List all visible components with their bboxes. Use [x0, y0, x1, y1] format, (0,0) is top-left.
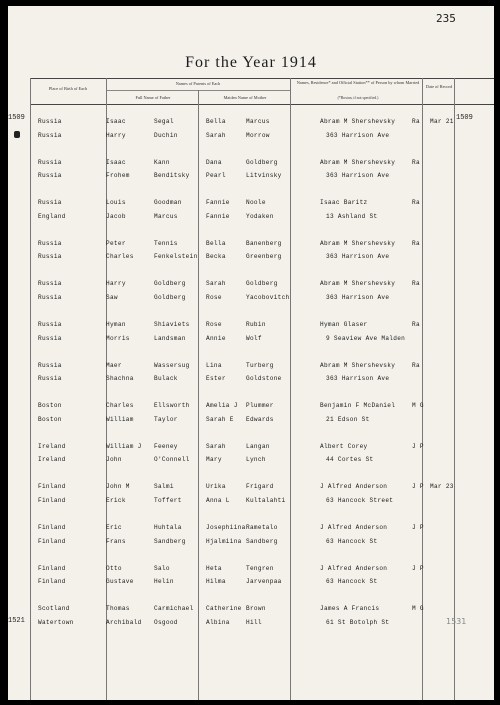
official-station-cell: J P — [412, 564, 424, 572]
father-first-name-cell: Otto — [106, 564, 122, 572]
father-surname-cell: Carmichael — [154, 605, 194, 613]
father-surname-cell: Segal — [154, 118, 174, 125]
officiant-cell: 61 St Botolph St — [326, 618, 390, 626]
officiant-cell: J Alfred Anderson — [320, 483, 388, 491]
father-surname-cell: Wassersug — [154, 361, 190, 369]
mother-surname-cell: Frigard — [246, 483, 274, 491]
official-station-cell: Ra — [412, 158, 420, 166]
ink-blot — [14, 131, 20, 138]
official-station-cell: M G — [412, 605, 424, 613]
mother-surname-cell: Kultalahti — [246, 496, 286, 504]
officiant-cell: Abram M Shershevsky — [320, 118, 396, 125]
mother-surname-cell: Goldberg — [246, 158, 278, 166]
place-of-birth-cell: Watertown — [38, 618, 74, 626]
father-surname-cell: Shiaviets — [154, 321, 190, 328]
place-of-birth-cell: Finland — [38, 496, 66, 504]
mother-surname-cell: Hill — [246, 618, 262, 626]
mother-first-name-cell: Sarah — [206, 131, 226, 139]
father-first-name-cell: Harry — [106, 131, 126, 139]
official-station-cell: Ra — [412, 239, 420, 247]
official-station-cell: Ra — [412, 321, 420, 328]
column-divider — [454, 78, 455, 700]
father-first-name-cell: Eric — [106, 524, 122, 531]
father-first-name-cell: Charles — [106, 253, 134, 261]
place-of-birth-cell: Russia — [38, 361, 62, 369]
father-surname-cell: Goldberg — [154, 280, 186, 288]
pencil-note: 1531 — [446, 617, 467, 626]
officiant-cell: 63 Hancock St — [326, 537, 378, 545]
officiant-cell: 363 Harrison Ave — [326, 293, 390, 301]
father-surname-cell: Ellsworth — [154, 402, 190, 410]
column-divider — [30, 78, 31, 700]
officiant-cell: Abram M Shershevsky — [320, 361, 396, 369]
father-surname-cell: Toffert — [154, 496, 182, 504]
officiant-cell: Hyman Glaser — [320, 321, 368, 328]
official-station-cell: Ra — [412, 118, 420, 125]
father-first-name-cell: Shachna — [106, 375, 134, 383]
official-station-cell: Ra — [412, 199, 420, 207]
father-surname-cell: Fenkelstein — [154, 253, 198, 261]
mother-surname-cell: Litvinsky — [246, 172, 282, 180]
officiant-cell: Isaac Baritz — [320, 199, 368, 207]
place-of-birth-cell: Finland — [38, 524, 66, 531]
mother-surname-cell: Rubin — [246, 321, 266, 328]
place-of-birth-cell: Russia — [38, 239, 62, 247]
mother-surname-cell: Jarvenpaa — [246, 578, 282, 586]
place-of-birth-cell: Finland — [38, 578, 66, 586]
mother-surname-cell: Yacobovitch — [246, 293, 290, 301]
date-of-record-cell: Mar 21 — [430, 118, 454, 125]
header-officiant-note: (*Boston, if not specified.) — [337, 96, 379, 100]
official-station-cell: M G — [412, 402, 424, 410]
father-first-name-cell: Harry — [106, 280, 126, 288]
father-first-name-cell: Gustave — [106, 578, 134, 586]
mother-surname-cell: Edwards — [246, 415, 274, 423]
father-surname-cell: Salo — [154, 564, 170, 572]
mother-first-name-cell: Rose — [206, 293, 222, 301]
mother-first-name-cell: Hjalmiina — [206, 537, 242, 545]
mother-surname-cell: Banenberg — [246, 239, 282, 247]
father-first-name-cell: Louis — [106, 199, 126, 207]
mother-first-name-cell: Bella — [206, 118, 226, 125]
page-number: 235 — [436, 12, 456, 25]
mother-first-name-cell: Lina — [206, 361, 222, 369]
father-first-name-cell: Frohem — [106, 172, 130, 180]
father-first-name-cell: Jacob — [106, 212, 126, 220]
page-title: For the Year 1914 — [185, 54, 317, 71]
header-date: Date of Record — [425, 84, 453, 89]
place-of-birth-cell: Russia — [38, 199, 62, 207]
father-surname-cell: Salmi — [154, 483, 174, 491]
officiant-cell: 363 Harrison Ave — [326, 375, 390, 383]
father-first-name-cell: William J — [106, 442, 142, 450]
officiant-cell: 21 Edson St — [326, 415, 370, 423]
header-parents: Names of Parents of Each — [175, 81, 221, 86]
father-surname-cell: Goodman — [154, 199, 182, 207]
mother-first-name-cell: Albina — [206, 618, 230, 626]
place-of-birth-cell: Russia — [38, 334, 62, 342]
date-of-record-cell: Mar 23 — [430, 483, 454, 491]
mother-surname-cell: Turberg — [246, 361, 274, 369]
mother-first-name-cell: Pearl — [206, 172, 226, 180]
officiant-cell: 363 Harrison Ave — [326, 172, 390, 180]
official-station-cell: J P — [412, 442, 424, 450]
father-surname-cell: Helin — [154, 578, 174, 586]
officiant-cell: 13 Ashland St — [326, 212, 378, 220]
mother-first-name-cell: Anna L — [206, 496, 230, 504]
father-surname-cell: Sandberg — [154, 537, 186, 545]
place-of-birth-cell: England — [38, 212, 66, 220]
mother-surname-cell: Goldstone — [246, 375, 282, 383]
place-of-birth-cell: Scotland — [38, 605, 70, 613]
officiant-cell: Abram M Shershevsky — [320, 280, 396, 288]
father-surname-cell: Taylor — [154, 415, 178, 423]
mother-surname-cell: Rametalo — [246, 524, 278, 531]
mother-first-name-cell: Catherine — [206, 605, 242, 613]
father-first-name-cell: Thomas — [106, 605, 130, 613]
father-surname-cell: Landsman — [154, 334, 186, 342]
father-first-name-cell: Isaac — [106, 118, 126, 125]
officiant-cell: 9 Seaview Ave Malden — [326, 334, 406, 342]
father-surname-cell: Bulack — [154, 375, 178, 383]
mother-first-name-cell: Rose — [206, 321, 222, 328]
place-of-birth-cell: Ireland — [38, 456, 66, 464]
father-first-name-cell: Maer — [106, 361, 122, 369]
place-of-birth-cell: Boston — [38, 402, 62, 410]
official-station-cell: Ra — [412, 361, 420, 369]
father-surname-cell: Benditsky — [154, 172, 190, 180]
father-surname-cell: Marcus — [154, 212, 178, 220]
father-first-name-cell: Erick — [106, 496, 126, 504]
place-of-birth-cell: Russia — [38, 321, 62, 328]
place-of-birth-cell: Russia — [38, 131, 62, 139]
father-surname-cell: Feeney — [154, 442, 178, 450]
mother-first-name-cell: Sarah — [206, 280, 226, 288]
place-of-birth-cell: Finland — [38, 564, 66, 572]
ledger-page — [8, 6, 494, 700]
mother-surname-cell: Marcus — [246, 118, 270, 125]
place-of-birth-cell: Russia — [38, 118, 62, 125]
mother-first-name-cell: Fannie — [206, 212, 230, 220]
officiant-cell: Benjamin F McDaniel — [320, 402, 396, 410]
column-divider — [290, 78, 291, 700]
mother-first-name-cell: Urika — [206, 483, 226, 491]
mother-first-name-cell: Annie — [206, 334, 226, 342]
margin-record-number: 1521 — [8, 617, 25, 625]
officiant-cell: 363 Harrison Ave — [326, 131, 390, 139]
header-officiant: Names, Residence* and Official Station** of Person by whom Married — [296, 80, 420, 85]
margin-record-number: 1509 — [456, 114, 473, 122]
header-father: Full Name of Father — [135, 95, 171, 100]
column-divider — [198, 90, 199, 700]
officiant-cell: 63 Hancock Street — [326, 496, 394, 504]
officiant-cell: Abram M Shershevsky — [320, 158, 396, 166]
mother-first-name-cell: Sarah — [206, 442, 226, 450]
father-surname-cell: Tennis — [154, 239, 178, 247]
header-mother: Maiden Name of Mother — [223, 95, 267, 100]
father-first-name-cell: Saw — [106, 293, 118, 301]
officiant-cell: J Alfred Anderson — [320, 524, 388, 531]
mother-first-name-cell: Amelia J — [206, 402, 238, 410]
officiant-cell: J Alfred Anderson — [320, 564, 388, 572]
place-of-birth-cell: Finland — [38, 537, 66, 545]
official-station-cell: J P — [412, 524, 424, 531]
header-bottom-rule — [30, 104, 494, 105]
margin-record-number: 1509 — [8, 114, 25, 122]
mother-surname-cell: Yodaken — [246, 212, 274, 220]
mother-surname-cell: Sandberg — [246, 537, 278, 545]
official-station-cell: J P — [412, 483, 424, 491]
mother-first-name-cell: Hilma — [206, 578, 226, 586]
mother-first-name-cell: Becka — [206, 253, 226, 261]
place-of-birth-cell: Russia — [38, 172, 62, 180]
mother-surname-cell: Plummer — [246, 402, 274, 410]
mother-first-name-cell: Dana — [206, 158, 222, 166]
mother-first-name-cell: Sarah E — [206, 415, 234, 423]
mother-surname-cell: Brown — [246, 605, 266, 613]
officiant-cell: Albert Corey — [320, 442, 368, 450]
place-of-birth-cell: Russia — [38, 158, 62, 166]
father-surname-cell: Osgood — [154, 618, 178, 626]
place-of-birth-cell: Russia — [38, 280, 62, 288]
father-first-name-cell: John M — [106, 483, 130, 491]
father-first-name-cell: Archibald — [106, 618, 142, 626]
father-first-name-cell: John — [106, 456, 122, 464]
place-of-birth-cell: Russia — [38, 253, 62, 261]
place-of-birth-cell: Boston — [38, 415, 62, 423]
father-first-name-cell: Charles — [106, 402, 134, 410]
mother-first-name-cell: Ester — [206, 375, 226, 383]
mother-first-name-cell: Heta — [206, 564, 222, 572]
header-top-rule — [30, 78, 494, 79]
mother-first-name-cell: Fannie — [206, 199, 230, 207]
father-first-name-cell: Frans — [106, 537, 126, 545]
mother-first-name-cell: Bella — [206, 239, 226, 247]
father-first-name-cell: Morris — [106, 334, 130, 342]
father-first-name-cell: William — [106, 415, 134, 423]
mother-surname-cell: Wolf — [246, 334, 262, 342]
father-surname-cell: Kann — [154, 158, 170, 166]
father-surname-cell: Goldberg — [154, 293, 186, 301]
mother-surname-cell: Greenberg — [246, 253, 282, 261]
place-of-birth-cell: Finland — [38, 483, 66, 491]
official-station-cell: Ra — [412, 280, 420, 288]
mother-surname-cell: Tengren — [246, 564, 274, 572]
father-surname-cell: O'Connell — [154, 456, 190, 464]
place-of-birth-cell: Ireland — [38, 442, 66, 450]
mother-surname-cell: Langan — [246, 442, 270, 450]
mother-surname-cell: Noole — [246, 199, 266, 207]
father-surname-cell: Duchin — [154, 131, 178, 139]
mother-surname-cell: Lynch — [246, 456, 266, 464]
father-surname-cell: Huhtala — [154, 524, 182, 531]
officiant-cell: 363 Harrison Ave — [326, 253, 390, 261]
header-place: Place of Birth of Each — [48, 86, 88, 91]
father-first-name-cell: Peter — [106, 239, 126, 247]
mother-first-name-cell: Josephiina — [206, 524, 246, 531]
place-of-birth-cell: Russia — [38, 375, 62, 383]
mother-surname-cell: Goldberg — [246, 280, 278, 288]
officiant-cell: 44 Cortes St — [326, 456, 374, 464]
place-of-birth-cell: Russia — [38, 293, 62, 301]
father-first-name-cell: Hyman — [106, 321, 126, 328]
mother-first-name-cell: Mary — [206, 456, 222, 464]
officiant-cell: 63 Hancock St — [326, 578, 378, 586]
mother-surname-cell: Morrow — [246, 131, 270, 139]
officiant-cell: Abram M Shershevsky — [320, 239, 396, 247]
officiant-cell: James A Francis — [320, 605, 380, 613]
father-first-name-cell: Isaac — [106, 158, 126, 166]
